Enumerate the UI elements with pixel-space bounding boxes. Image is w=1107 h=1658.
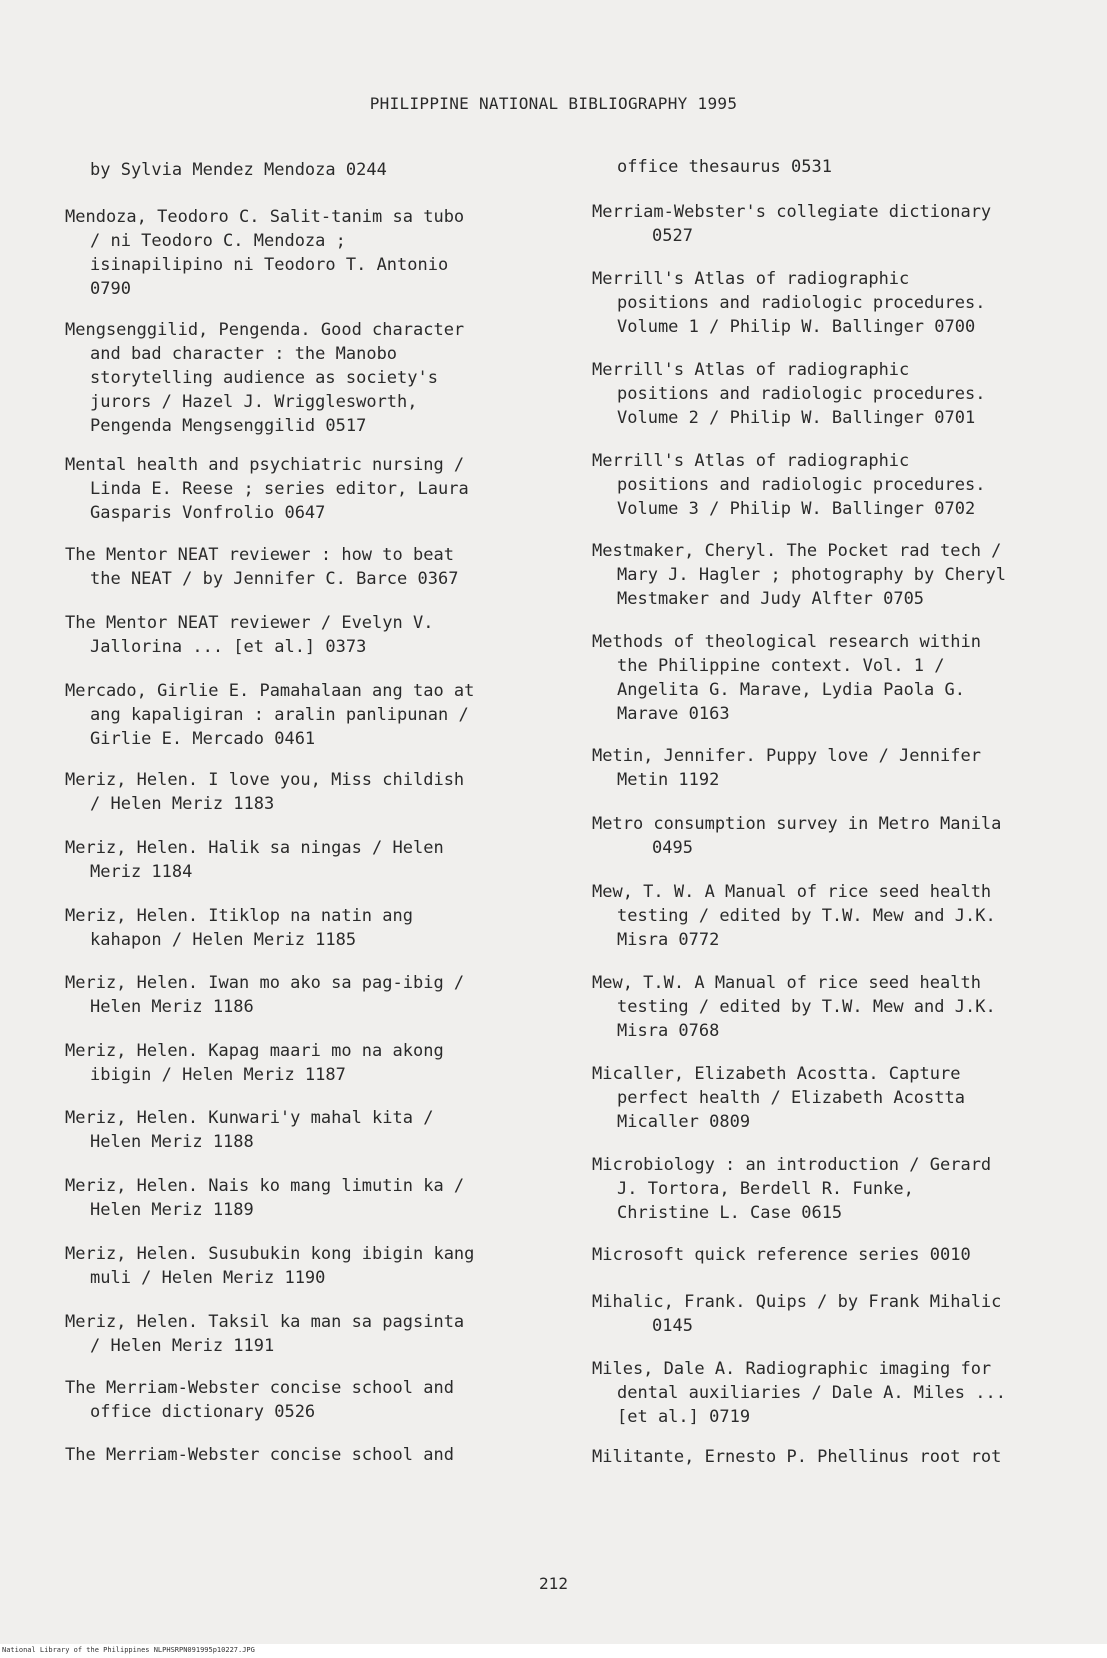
entry-line: Mercado, Girlie E. Pamahalaan ang tao at	[65, 681, 475, 701]
entry-line: dental auxiliaries / Dale A. Miles ...	[617, 1383, 1006, 1403]
entry-line: the NEAT / by Jennifer C. Barce 0367	[90, 569, 459, 589]
bibliography-entry	[592, 1243, 1092, 1267]
entry-line: Mental health and psychiatric nursing /	[65, 455, 465, 475]
entry-line: Metin, Jennifer. Puppy love / Jennifer	[592, 746, 981, 766]
entry-line: Meriz, Helen. Kunwari'y mahal kita /	[65, 1108, 434, 1128]
bibliography-entry	[65, 836, 555, 884]
entry-line: Microbiology : an introduction / Gerard	[592, 1155, 992, 1175]
entry-line: [et al.] 0719	[617, 1407, 751, 1427]
entry-line: ang kapaligiran : aralin panlipunan /	[90, 705, 469, 725]
bibliography-entry	[65, 768, 555, 816]
bibliography-entry	[65, 158, 555, 182]
bibliography-entry	[65, 679, 555, 751]
entry-line: muli / Helen Meriz 1190	[90, 1268, 326, 1288]
bibliography-entry	[65, 611, 555, 659]
entry-line: Merriam-Webster's collegiate dictionary	[592, 202, 992, 222]
bibliography-entry	[65, 904, 555, 952]
entry-line: Meriz, Helen. Halik sa ningas / Helen	[65, 838, 444, 858]
entry-line: Micaller 0809	[617, 1112, 751, 1132]
entry-line: Angelita G. Marave, Lydia Paola G.	[617, 680, 965, 700]
bibliography-entry	[592, 630, 1092, 726]
bibliography-entry	[592, 812, 1092, 860]
entry-line: / ni Teodoro C. Mendoza ;	[90, 231, 346, 251]
entry-line: testing / edited by T.W. Mew and J.K.	[617, 997, 996, 1017]
entry-line: Girlie E. Mercado 0461	[90, 729, 316, 749]
bibliography-entry	[65, 205, 555, 301]
entry-line: Helen Meriz 1189	[90, 1200, 254, 1220]
entry-line: Meriz 1184	[90, 862, 193, 882]
entry-line: 0527	[652, 226, 693, 246]
entry-line: Metin 1192	[617, 770, 720, 790]
entry-line: Mestmaker and Judy Alfter 0705	[617, 589, 925, 609]
bibliography-entry	[592, 880, 1092, 952]
entry-line: Gasparis Vonfrolio 0647	[90, 503, 326, 523]
scan-footer-text: National Library of the Philippines NLPHSRPN091995p10227.JPG	[2, 1646, 255, 1654]
entry-line: Linda E. Reese ; series editor, Laura	[90, 479, 469, 499]
entry-line: perfect health / Elizabeth Acostta	[617, 1088, 965, 1108]
entry-line: the Philippine context. Vol. 1 /	[617, 656, 945, 676]
bibliography-entry	[592, 200, 1092, 248]
entry-line: Meriz, Helen. Nais ko mang limutin ka /	[65, 1176, 465, 1196]
entry-line: office dictionary 0526	[90, 1402, 316, 1422]
entry-line: J. Tortora, Berdell R. Funke,	[617, 1179, 914, 1199]
entry-line: The Mentor NEAT reviewer / Evelyn V.	[65, 613, 434, 633]
entry-line: Misra 0772	[617, 930, 720, 950]
entry-line: / Helen Meriz 1191	[90, 1336, 275, 1356]
entry-line: Mew, T. W. A Manual of rice seed health	[592, 882, 992, 902]
entry-line: Helen Meriz 1188	[90, 1132, 254, 1152]
entry-line: Volume 2 / Philip W. Ballinger 0701	[617, 408, 976, 428]
entry-line: positions and radiologic procedures.	[617, 293, 986, 313]
entry-line: Helen Meriz 1186	[90, 997, 254, 1017]
bibliography-entry	[65, 318, 555, 438]
entry-line: 0495	[652, 838, 693, 858]
bibliography-entry	[65, 543, 555, 591]
bibliography-entry	[592, 1062, 1092, 1134]
page-title: PHILIPPINE NATIONAL BIBLIOGRAPHY 1995	[369, 94, 738, 113]
entry-line: The Mentor NEAT reviewer : how to beat	[65, 545, 454, 565]
entry-line: 0145	[652, 1316, 693, 1336]
entry-line: The Merriam-Webster concise school and	[65, 1378, 454, 1398]
entry-line: Militante, Ernesto P. Phellinus root rot	[592, 1447, 1002, 1467]
bibliography-entry	[592, 267, 1092, 339]
entry-line: ibigin / Helen Meriz 1187	[90, 1065, 346, 1085]
bibliography-entry	[65, 971, 555, 1019]
bibliography-entry	[592, 539, 1092, 611]
entry-line: Marave 0163	[617, 704, 730, 724]
entry-line: positions and radiologic procedures.	[617, 475, 986, 495]
bibliography-entry	[65, 1106, 555, 1154]
entry-line: / Helen Meriz 1183	[90, 794, 275, 814]
bibliography-entry	[592, 1357, 1092, 1429]
bibliography-entry	[592, 358, 1092, 430]
entry-line: Mendoza, Teodoro C. Salit-tanim sa tubo	[65, 207, 465, 227]
entry-line: positions and radiologic procedures.	[617, 384, 986, 404]
entry-line: Merrill's Atlas of radiographic	[592, 360, 910, 380]
entry-line: Jallorina ... [et al.] 0373	[90, 637, 367, 657]
entry-line: Misra 0768	[617, 1021, 720, 1041]
bibliography-entry	[592, 155, 1092, 179]
entry-line: Pengenda Mengsenggilid 0517	[90, 416, 367, 436]
entry-line: by Sylvia Mendez Mendoza 0244	[90, 160, 387, 180]
entry-line: Miles, Dale A. Radiographic imaging for	[592, 1359, 992, 1379]
entry-line: Merrill's Atlas of radiographic	[592, 269, 910, 289]
bibliography-entry	[592, 1153, 1092, 1225]
bibliography-entry	[65, 1310, 555, 1358]
entry-line: Microsoft quick reference series 0010	[592, 1245, 971, 1265]
bibliography-entry	[592, 744, 1092, 792]
bibliography-entry	[592, 1445, 1092, 1469]
entry-line: Meriz, Helen. Itiklop na natin ang	[65, 906, 413, 926]
entry-line: jurors / Hazel J. Wrigglesworth,	[90, 392, 418, 412]
entry-line: Meriz, Helen. Iwan mo ako sa pag-ibig /	[65, 973, 465, 993]
entry-line: Metro consumption survey in Metro Manila	[592, 814, 1002, 834]
entry-line: storytelling audience as society's	[90, 368, 438, 388]
bibliography-entry	[592, 449, 1092, 521]
entry-line: Christine L. Case 0615	[617, 1203, 843, 1223]
entry-line: Mary J. Hagler ; photography by Cheryl	[617, 565, 1006, 585]
entry-line: Mew, T.W. A Manual of rice seed health	[592, 973, 981, 993]
entry-line: 0790	[90, 279, 131, 299]
bibliography-entry	[65, 453, 555, 525]
page-number: 212	[539, 1574, 568, 1593]
entry-line: Micaller, Elizabeth Acostta. Capture	[592, 1064, 961, 1084]
entry-line: Mihalic, Frank. Quips / by Frank Mihalic	[592, 1292, 1002, 1312]
bibliography-entry	[65, 1242, 555, 1290]
entry-line: testing / edited by T.W. Mew and J.K.	[617, 906, 996, 926]
entry-line: Meriz, Helen. Kapag maari mo na akong	[65, 1041, 444, 1061]
bibliography-entry	[65, 1039, 555, 1087]
entry-line: Volume 3 / Philip W. Ballinger 0702	[617, 499, 976, 519]
entry-line: Mestmaker, Cheryl. The Pocket rad tech /	[592, 541, 1002, 561]
entry-line: Volume 1 / Philip W. Ballinger 0700	[617, 317, 976, 337]
entry-line: kahapon / Helen Meriz 1185	[90, 930, 357, 950]
entry-line: and bad character : the Manobo	[90, 344, 398, 364]
entry-line: The Merriam-Webster concise school and	[65, 1445, 454, 1465]
entry-line: Mengsenggilid, Pengenda. Good character	[65, 320, 465, 340]
entry-line: Meriz, Helen. Taksil ka man sa pagsinta	[65, 1312, 465, 1332]
entry-line: Meriz, Helen. I love you, Miss childish	[65, 770, 465, 790]
bibliography-entry	[65, 1174, 555, 1222]
bibliography-entry	[65, 1376, 555, 1424]
entry-line: isinapilipino ni Teodoro T. Antonio	[90, 255, 449, 275]
entry-line: Methods of theological research within	[592, 632, 981, 652]
bibliography-entry	[65, 1443, 555, 1467]
entry-line: Merrill's Atlas of radiographic	[592, 451, 910, 471]
entry-line: office thesaurus 0531	[617, 157, 832, 177]
bibliography-entry	[592, 1290, 1092, 1338]
bibliography-entry	[592, 971, 1092, 1043]
entry-line: Meriz, Helen. Susubukin kong ibigin kang	[65, 1244, 475, 1264]
